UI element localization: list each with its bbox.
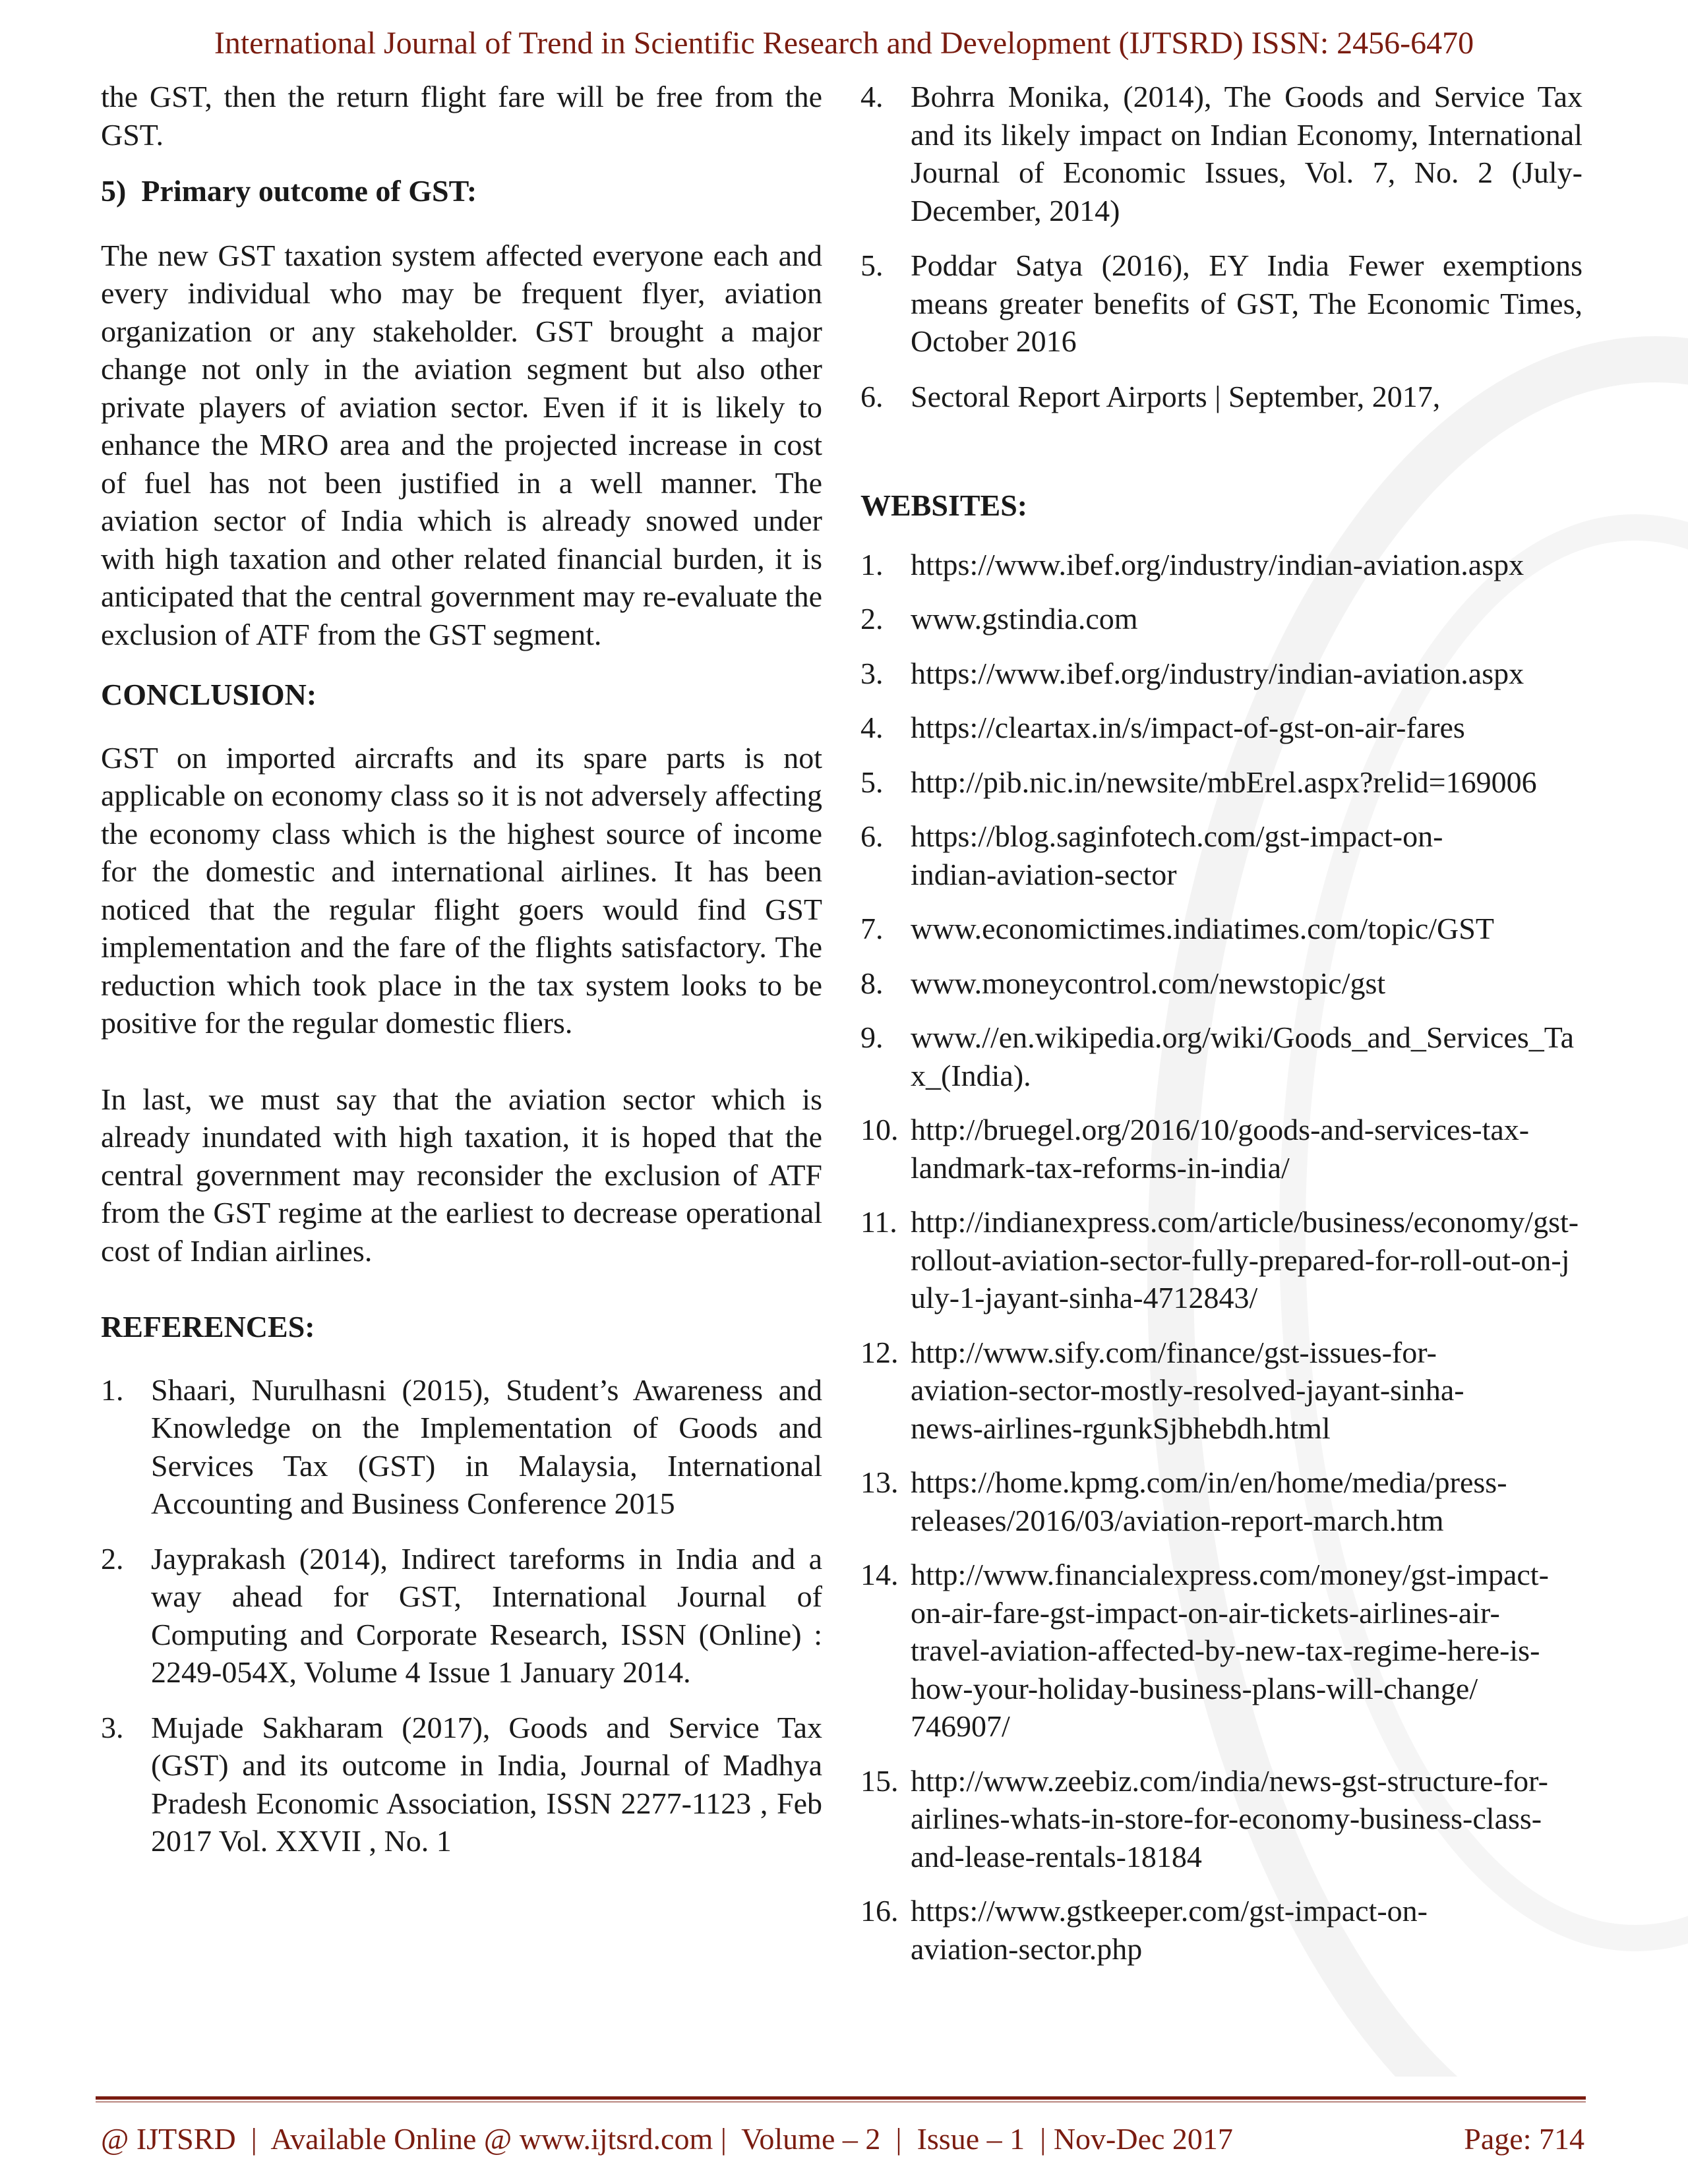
footer-divider [96, 2096, 1586, 2100]
website-number: 6. [860, 819, 884, 853]
intro-text: the GST, then the return flight fare will be free from the GST. [101, 80, 822, 152]
reference-item [101, 1540, 822, 1692]
website-item [860, 709, 1582, 747]
website-link[interactable]: https://www.ibef.org/industry/indian-aviation.aspx [911, 656, 1524, 690]
left-column [101, 78, 822, 1860]
website-number: 1. [860, 547, 884, 581]
website-item [860, 1463, 1582, 1539]
reference-number: 2. [101, 1541, 124, 1576]
reference-text: Jayprakash (2014), Indirect tareforms in India and a way ahead for GST, International Journal of Computing and Corporate Research, ISSN (Online) : 2249-054X, Volume 4 Issue 1 January 2014. [151, 1541, 822, 1689]
section5-heading: 5) Primary outcome of GST: [101, 174, 477, 208]
reference-number: 4. [860, 80, 884, 113]
website-link[interactable]: www.economictimes.indiatimes.com/topic/GST [911, 912, 1494, 945]
website-item [860, 1334, 1582, 1448]
website-item [860, 1762, 1582, 1876]
website-number: 11. [860, 1205, 897, 1239]
website-item [860, 655, 1582, 693]
section5-text: The new GST taxation system affected everyone each and every individual who may be frequent flyer, aviation organization or any stakeholder. GST brought a major change not only in the aviation segment but also other private players of aviation sector. Even if it is likely to enhance the MRO area and the projected increase in cost of fuel has not been justified in a well manner. The aviation sector of India which is already snowed under with high taxation and other related financial burden, it is anticipated that the central government may re-evaluate the exclusion of ATF from the GST segment. [101, 238, 822, 651]
references-list-right [860, 78, 1582, 415]
conclusion-paragraph-1: GST on imported aircrafts and its spare parts is not applicable on economy class so it is not adversely affecting the economy class which is the highest source of income for the domestic and international airlines. It has been noticed that the regular flight goers would find GST implementation and the fare of the flights satisfactory. The reduction which took place in the tax system looks to be positive for the regular domestic fliers. [101, 740, 822, 1040]
reference-item [101, 1709, 822, 1860]
reference-text: Sectoral Report Airports | September, 2017, [911, 379, 1441, 413]
website-item [860, 964, 1582, 1003]
website-number: 4. [860, 711, 884, 744]
website-link[interactable]: https://www.ibef.org/industry/indian-aviation.aspx [911, 547, 1524, 581]
website-number: 8. [860, 966, 884, 1000]
reference-number: 3. [101, 1710, 124, 1744]
website-link[interactable]: https://blog.saginfotech.com/gst-impact-on-indian-aviation-sector [911, 819, 1443, 891]
website-item [860, 910, 1582, 948]
reference-text: Mujade Sakharam (2017), Goods and Service Tax (GST) and its outcome in India, Journal of Madhya Pradesh Economic Association, ISSN 2277-1123 , Feb 2017 Vol. XXVII , No. 1 [151, 1710, 822, 1858]
reference-item [860, 378, 1582, 416]
conclusion-paragraph-2: In last, we must say that the aviation sector which is already inundated with high taxation, it is hoped that the central government may reconsider the exclusion of ATF from the GST regime at the earliest to decrease operational cost of Indian airlines. [101, 1082, 822, 1268]
website-number: 5. [860, 765, 884, 799]
website-link[interactable]: https://home.kpmg.com/in/en/home/media/press-releases/2016/03/aviation-report-march.htm [911, 1465, 1507, 1537]
website-link[interactable]: http://www.sify.com/finance/gst-issues-for-aviation-sector-mostly-resolved-jayant-sinha-news-airlines-rgunkSjbhebdh.html [911, 1335, 1464, 1445]
website-item [860, 1203, 1582, 1317]
website-number: 7. [860, 912, 884, 945]
page-number: Page: 714 [1464, 2122, 1584, 2156]
website-item [860, 1892, 1582, 1968]
reference-item [101, 1371, 822, 1523]
website-item [860, 1111, 1582, 1187]
website-link[interactable]: www.//en.wikipedia.org/wiki/Goods_and_Services_Tax_(India). [911, 1020, 1575, 1092]
website-number: 12. [860, 1335, 899, 1369]
page-footer [101, 2121, 1584, 2156]
right-column [860, 78, 1582, 1968]
reference-text: Shaari, Nurulhasni (2015), Student’s Awareness and Knowledge on the Implementation of Goods and Services Tax (GST) in Malaysia, International Accounting and Business Conference 2015 [151, 1372, 822, 1520]
reference-number: 1. [101, 1372, 124, 1407]
website-link[interactable]: https://cleartax.in/s/impact-of-gst-on-air-fares [911, 711, 1465, 744]
reference-number: 6. [860, 379, 884, 413]
website-number: 16. [860, 1894, 899, 1928]
websites-heading: WEBSITES: [860, 488, 1028, 522]
reference-text: Poddar Satya (2016), EY India Fewer exemptions means greater benefits of GST, The Economic Times, October 2016 [911, 249, 1582, 358]
website-link[interactable]: http://www.zeebiz.com/india/news-gst-structure-for-airlines-whats-in-store-for-economy-business-class-and-lease-rentals-18184 [911, 1763, 1548, 1874]
website-item [860, 817, 1582, 893]
website-number: 2. [860, 602, 884, 635]
website-number: 15. [860, 1763, 899, 1798]
website-item [860, 1556, 1582, 1746]
footer-info: @ IJTSRD | Available Online @ www.ijtsrd.com | Volume – 2 | Issue – 1 | Nov-Dec 2017 [101, 2122, 1233, 2156]
websites-list [860, 546, 1582, 1968]
website-number: 14. [860, 1558, 899, 1591]
website-link[interactable]: http://bruegel.org/2016/10/goods-and-services-tax-landmark-tax-reforms-in-india/ [911, 1113, 1530, 1185]
reference-text: Bohrra Monika, (2014), The Goods and Service Tax and its likely impact on Indian Economy, International Journal of Economic Issues, Vol. 7, No. 2 (July-December, 2014) [911, 80, 1582, 227]
website-link[interactable]: http://www.financialexpress.com/money/gst-impact-on-air-fare-gst-impact-on-air-tickets-airlines-air-travel-aviation-affected-by-new-tax-regime-here-is-how-your-holiday-business-plans-will-change/ 746907/ [911, 1558, 1549, 1743]
website-number: 10. [860, 1113, 899, 1146]
website-item [860, 546, 1582, 584]
website-number: 13. [860, 1465, 899, 1499]
reference-item [860, 247, 1582, 361]
references-heading: REFERENCES: [101, 1310, 315, 1343]
website-number: 3. [860, 656, 884, 690]
website-item [860, 763, 1582, 802]
website-item [860, 1018, 1582, 1094]
journal-header: International Journal of Trend in Scientific Research and Development (IJTSRD) ISSN: 2456-6470 [214, 26, 1474, 61]
website-number: 9. [860, 1020, 884, 1054]
website-item [860, 600, 1582, 638]
reference-item [860, 78, 1582, 229]
conclusion-heading: CONCLUSION: [101, 678, 317, 711]
reference-number: 5. [860, 249, 884, 282]
references-list-left [101, 1371, 822, 1860]
website-link[interactable]: http://indianexpress.com/article/business/economy/gst-rollout-aviation-sector-fully-prepared-for-roll-out-on-july-1-jayant-sinha-4712843/ [911, 1205, 1579, 1314]
website-link[interactable]: http://pib.nic.in/newsite/mbErel.aspx?relid=169006 [911, 765, 1537, 799]
website-link[interactable]: www.moneycontrol.com/newstopic/gst [911, 966, 1386, 1000]
website-link[interactable]: www.gstindia.com [911, 602, 1138, 635]
website-link[interactable]: https://www.gstkeeper.com/gst-impact-on-aviation-sector.php [911, 1894, 1428, 1966]
